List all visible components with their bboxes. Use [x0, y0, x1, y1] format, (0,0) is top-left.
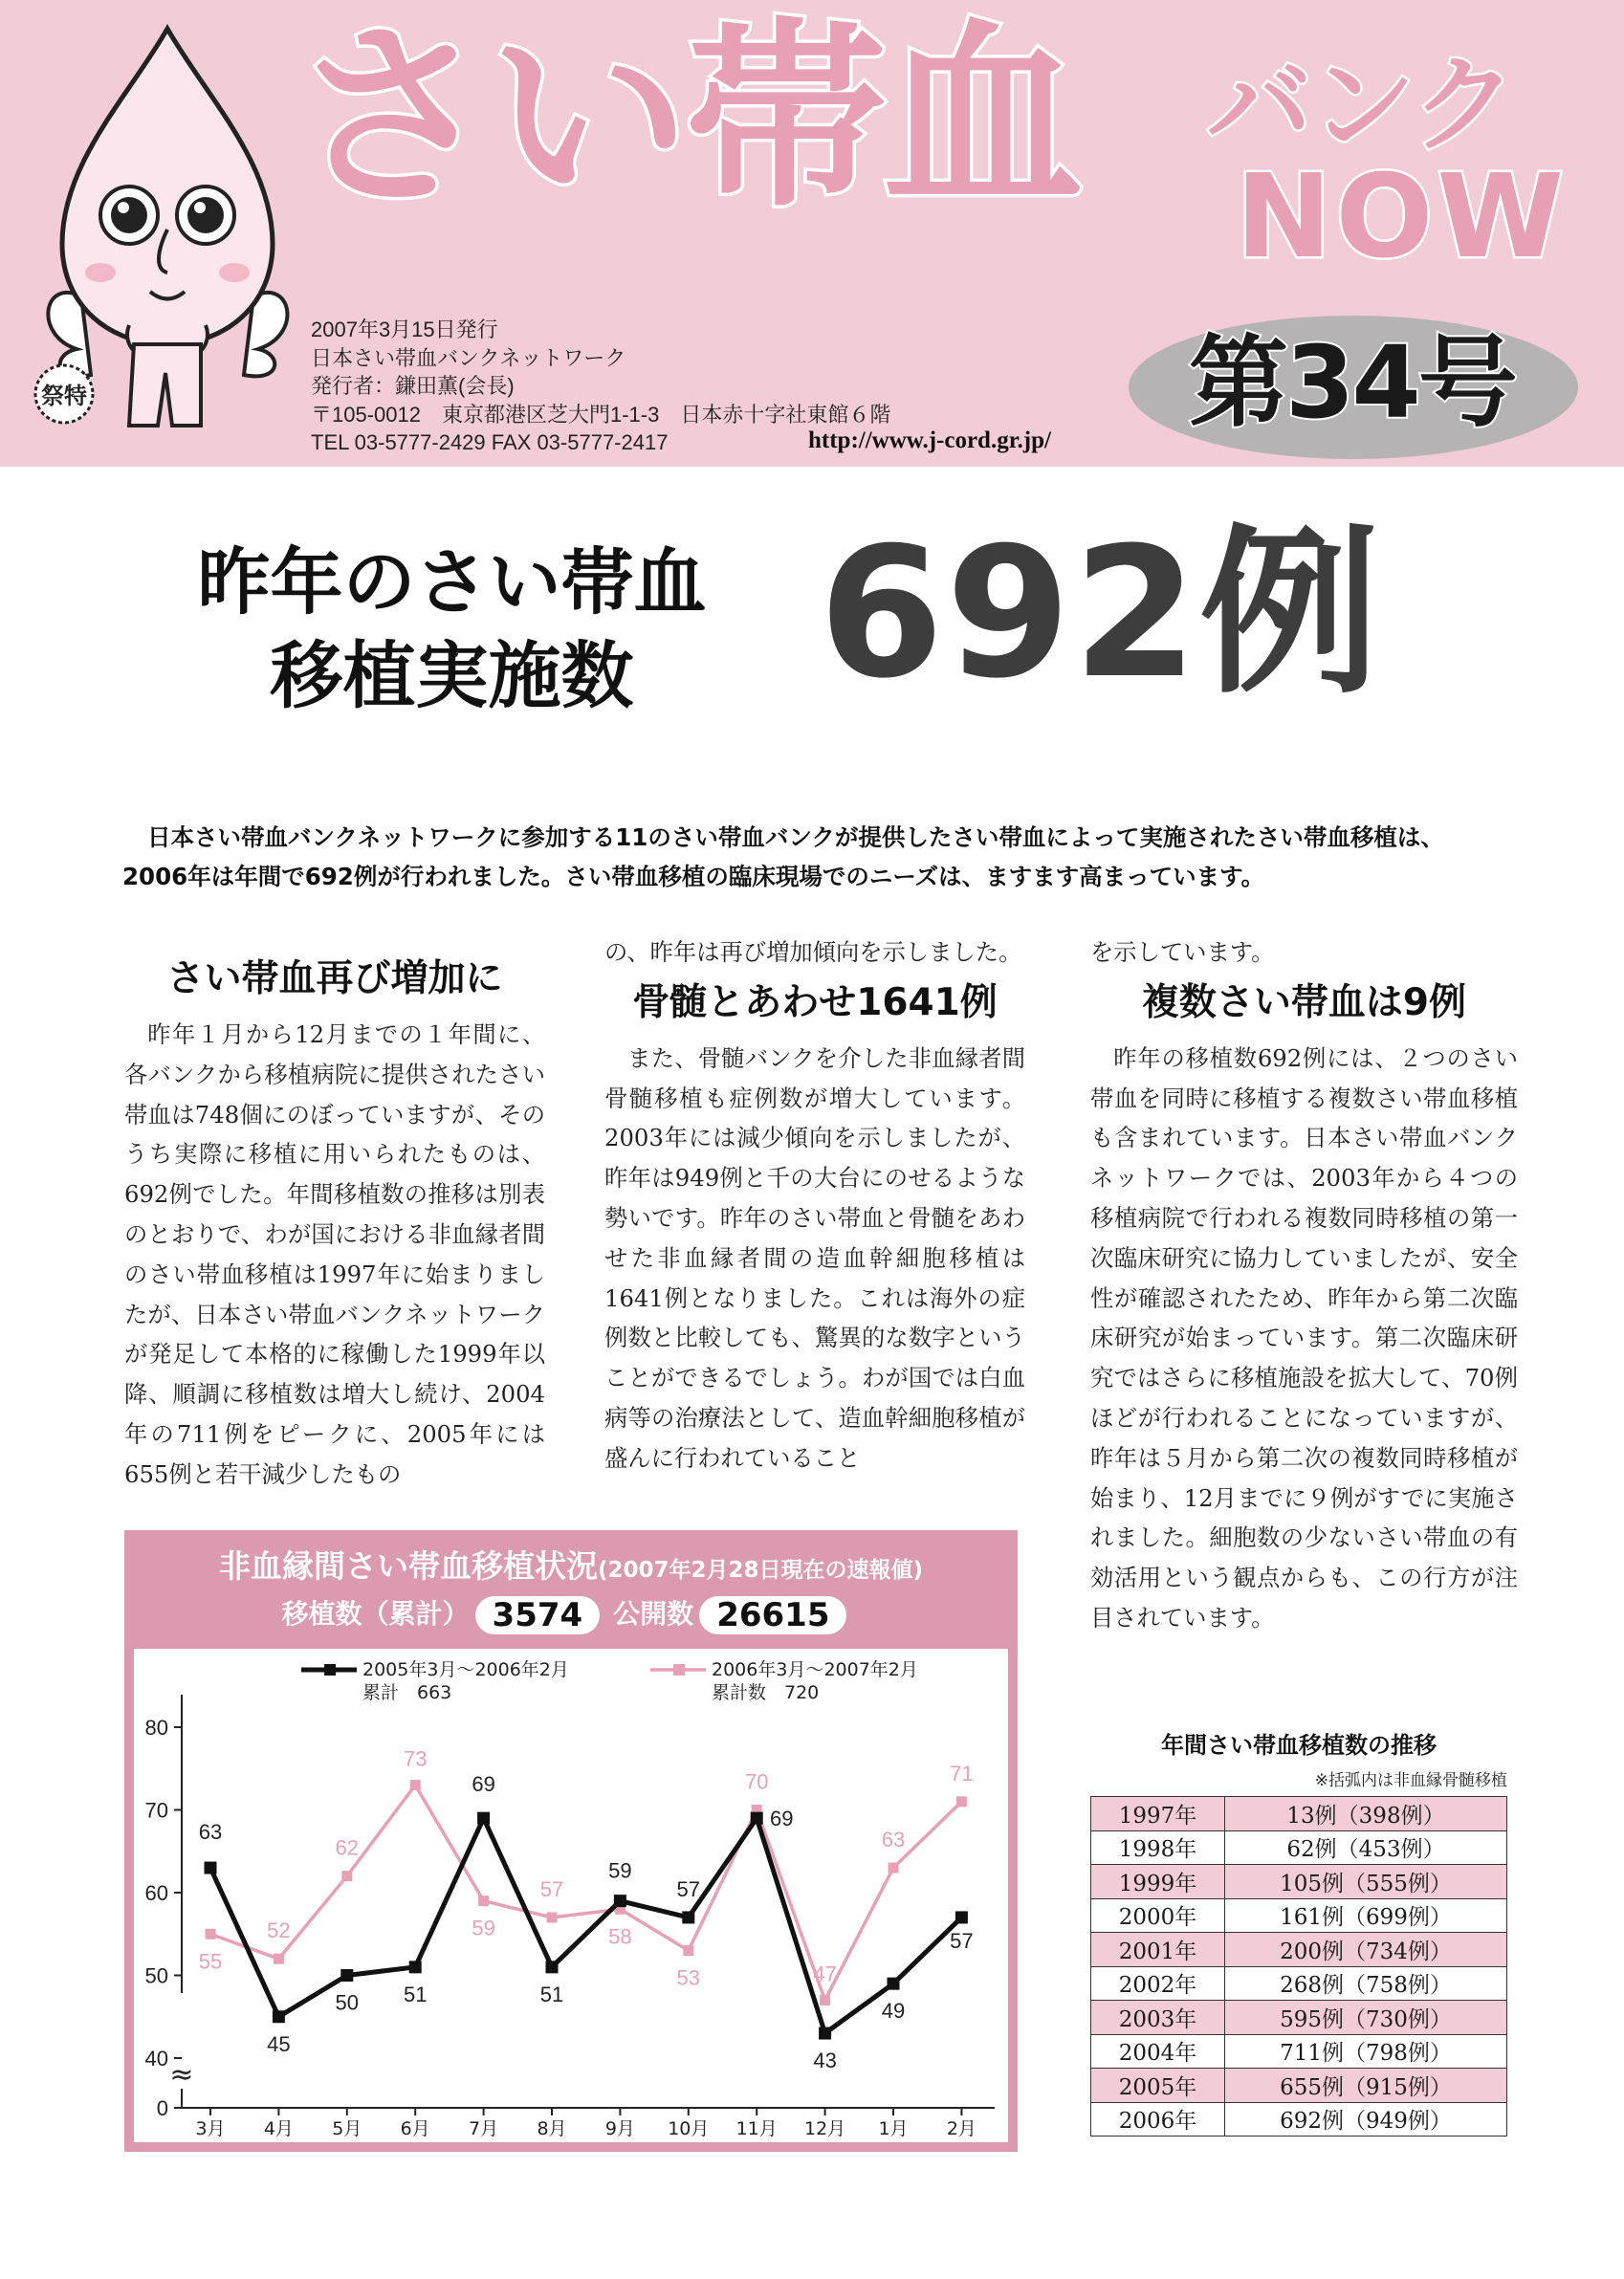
- data-value-label: 57: [950, 1928, 974, 1953]
- chart-stats: [124, 1593, 1018, 1634]
- table-cell-count: 692例（949例）: [1225, 2102, 1507, 2137]
- data-point-marker: [888, 1978, 900, 1990]
- data-value-label: 51: [403, 1982, 428, 2006]
- y-tick-label: 40: [144, 2047, 168, 2071]
- section-body-bone-marrow: また、骨髄バンクを介した非血縁者間骨髄移植も症例数が増大しています。2003年には減少傾向を示しましたが、昨年は949例と千の大台にのせるような勢いです。昨年のさい帯血と骨髄をあわせた非血縁者間の造血幹細胞移植は1641例となりました。これは海外の症例数と比較しても、驚異的な数字ということができるでしょう。わが国では白血病等の治療法として、造血幹細胞移植が盛んに行われていること: [604, 1043, 1025, 1472]
- data-value-label: 70: [744, 1769, 769, 1794]
- publish-date: 2007年3月15日発行: [311, 318, 498, 341]
- stat-transplants-value: 3574: [475, 1596, 601, 1634]
- stat-public-label: 公開数: [613, 1598, 694, 1630]
- x-tick-label: 10月: [668, 2118, 710, 2139]
- x-tick-label: 3月: [195, 2118, 226, 2139]
- table-cell-year: 2003年: [1091, 2001, 1225, 2035]
- data-value-label: 51: [539, 1982, 564, 2006]
- data-point-marker: [819, 2027, 831, 2040]
- newsletter-title-bank: バンク: [1207, 44, 1515, 166]
- data-value-label: 49: [881, 1999, 906, 2024]
- data-point-marker: [956, 1796, 967, 1807]
- table-cell-count: 161例（699例）: [1225, 1898, 1507, 1933]
- newsletter-title-now: NOW: [1236, 151, 1568, 284]
- legend-series-name: 2005年3月～2006年2月: [362, 1659, 569, 1680]
- table-cell-year: 1999年: [1091, 1865, 1225, 1899]
- x-tick-label: 8月: [537, 2118, 567, 2139]
- data-value-label: 69: [769, 1807, 794, 1831]
- data-value-label: 71: [950, 1761, 974, 1786]
- data-point-marker: [751, 1812, 763, 1825]
- data-value-label: 58: [608, 1924, 632, 1949]
- article-column-1: [124, 949, 545, 1495]
- table-row: [1091, 1797, 1507, 1831]
- section-body-increase: 昨年１月から12月までの１年間に、各バンクから移植病院に提供されたさい帯血は748個にのぼっていますが、そのうち実際に移植に用いられたものは、692例でした。年間移植数の推移は別表のとおりで、わが国における非血縁者間のさい帯血移植は1997年に始まりましたが、日本さい帯血バンクネットワークが発足して本格的に稼働した1999年以降、順調に移植数は増大し続け、2004年の711例をピークに、2005年には655例と若干減少したもの: [124, 1020, 545, 1488]
- data-point-marker: [409, 1961, 422, 1973]
- legend-series-total: 累計数 720: [712, 1682, 820, 1703]
- table-cell-count: 711例（798例）: [1225, 2034, 1507, 2069]
- headline-number: 692例: [819, 509, 1382, 718]
- y-tick-label: 80: [144, 1716, 168, 1740]
- data-value-label: 62: [335, 1835, 360, 1860]
- table-cell-count: 62例（453例）: [1225, 1830, 1507, 1865]
- table-row: [1091, 1830, 1507, 1865]
- masthead: [0, 0, 1624, 467]
- x-tick-label: 1月: [878, 2118, 909, 2139]
- publisher-phone: TEL 03-5777-2429 FAX 03-5777-2417: [311, 430, 669, 454]
- trend-table-title: 年間さい帯血移植数の推移: [1161, 1732, 1437, 1759]
- stat-transplants-label: 移植数（累計）: [281, 1598, 470, 1630]
- x-tick-label: 11月: [735, 2118, 778, 2139]
- axis-break-icon: ≈: [169, 2058, 194, 2092]
- publisher-person: 発行者：鎌田薫(会長): [311, 374, 515, 398]
- stat-public-value: 26615: [699, 1596, 846, 1634]
- data-value-label: 59: [608, 1858, 632, 1883]
- section-body-bone-marrow-continued: を示しています。: [1090, 938, 1275, 966]
- publisher-address: 〒105-0012 東京都港区芝大門1-1-3 日本赤十字社東館６階: [311, 402, 891, 427]
- section-body-multiple-cord: 昨年の移植数692例には、２つのさい帯血を同時に移植する複数さい帯血移植も含まれています。日本さい帯血バンクネットワークでは、2003年から４つの移植病院で行われる複数同時移植の第一次臨床研究に協力していましたが、安全性が確認されたため、昨年から第二次臨床研究が始まっています。第二次臨床研究ではさらに移植施設を拡大して、70例ほどが行われることになっていますが、昨年は５月から第二次の複数同時移植が始まり、12月までに９例がすでに実施されました。細胞数の少ないさい帯血の有効活用という観点からも、この行方が注目されています。: [1090, 1043, 1518, 1632]
- table-cell-count: 105例（555例）: [1225, 1865, 1507, 1899]
- table-cell-year: 2004年: [1091, 2034, 1225, 2069]
- y-tick-label: 60: [144, 1881, 168, 1905]
- data-point-marker: [955, 1911, 968, 1923]
- y-tick-label: 0: [156, 2096, 168, 2120]
- annual-transplant-table: [1090, 1796, 1507, 2137]
- article-column-3: [1090, 932, 1518, 1638]
- data-point-marker: [477, 1812, 490, 1825]
- website-link[interactable]: http://www.j-cord.gr.jp/: [808, 427, 1051, 453]
- data-point-marker: [205, 1862, 217, 1874]
- table-cell-year: 2000年: [1091, 1898, 1225, 1933]
- x-tick-label: 4月: [263, 2118, 294, 2139]
- section-heading-bone-marrow: 骨髄とあわせ1641例: [632, 980, 998, 1024]
- data-value-label: 55: [198, 1949, 223, 1974]
- data-value-label: 43: [813, 2049, 837, 2073]
- data-value-label: 57: [539, 1876, 564, 1901]
- data-point-marker: [340, 1969, 353, 1982]
- newsletter-title-main: さい帯血: [292, 0, 1081, 234]
- table-cell-count: 268例（758例）: [1225, 1966, 1507, 2001]
- series-line-fy2005: [210, 1818, 961, 2033]
- data-value-label: 69: [472, 1772, 495, 1797]
- table-cell-year: 2005年: [1091, 2069, 1225, 2103]
- table-cell-count: 13例（398例）: [1225, 1797, 1507, 1831]
- x-tick-label: 2月: [946, 2118, 977, 2139]
- data-point-marker: [341, 1871, 352, 1881]
- headline-line-1: 昨年のさい帯血: [197, 539, 707, 625]
- legend-marker: [673, 1664, 685, 1676]
- table-cell-year: 1998年: [1091, 1830, 1225, 1865]
- chart-title-note: (2007年2月28日現在の速報値): [597, 1558, 924, 1583]
- data-point-marker: [614, 1895, 626, 1907]
- table-row: [1091, 1933, 1507, 1967]
- data-point-marker: [889, 1863, 899, 1874]
- data-point-marker: [274, 1954, 284, 1964]
- section-body-increase-continued: の、昨年は再び増加傾向を示しました。: [604, 938, 1022, 966]
- transplant-status-chart-box: [124, 1530, 1018, 2152]
- x-tick-label: 12月: [804, 2118, 846, 2139]
- mascot-stamp-text: 祭特: [41, 382, 87, 409]
- table-row: [1091, 2034, 1507, 2069]
- data-point-marker: [546, 1961, 559, 1973]
- data-value-label: 53: [676, 1965, 701, 1990]
- monthly-transplant-line-chart: [134, 1649, 1008, 2142]
- issue-number: 第34号: [1189, 324, 1515, 441]
- data-value-label: 52: [267, 1918, 291, 1943]
- chart-title-text: 非血縁間さい帯血移植状況: [218, 1547, 598, 1585]
- chart-plot-area: [134, 1649, 1008, 2142]
- table-cell-count: 655例（915例）: [1225, 2069, 1507, 2103]
- legend-series-total: 累計 663: [362, 1682, 452, 1703]
- table-cell-year: 2001年: [1091, 1933, 1225, 1967]
- section-heading-multiple-cord: 複数さい帯血は9例: [1141, 980, 1467, 1024]
- table-row: [1091, 2102, 1507, 2137]
- table-cell-year: 2006年: [1091, 2102, 1225, 2137]
- data-point-marker: [682, 1911, 694, 1923]
- legend-series-name: 2006年3月～2007年2月: [712, 1659, 918, 1680]
- legend-marker: [324, 1664, 336, 1676]
- data-point-marker: [683, 1945, 693, 1956]
- data-point-marker: [478, 1896, 489, 1906]
- data-point-marker: [820, 1995, 830, 2005]
- table-row: [1091, 2069, 1507, 2103]
- data-value-label: 63: [198, 1820, 223, 1845]
- publication-info: [311, 316, 890, 457]
- publisher-org: 日本さい帯血バンクネットワーク: [311, 345, 626, 370]
- article-column-2: [604, 932, 1025, 1479]
- table-row: [1091, 2001, 1507, 2035]
- data-point-marker: [273, 2010, 285, 2023]
- series-line-fy2006: [210, 1786, 961, 2001]
- section-heading-increase: さい帯血再び増加に: [166, 957, 503, 1000]
- table-row: [1091, 1966, 1507, 2001]
- table-cell-year: 2002年: [1091, 1966, 1225, 2001]
- y-tick-label: 70: [144, 1798, 168, 1823]
- mascot-illustration: [24, 19, 311, 454]
- x-tick-label: 5月: [332, 2118, 362, 2139]
- data-value-label: 45: [267, 2031, 291, 2056]
- data-value-label: 50: [335, 1990, 360, 2015]
- data-point-marker: [547, 1912, 558, 1922]
- table-cell-count: 200例（734例）: [1225, 1933, 1507, 1967]
- table-cell-count: 595例（730例）: [1225, 2001, 1507, 2035]
- headline: [134, 536, 770, 723]
- x-tick-label: 9月: [604, 2118, 635, 2139]
- x-tick-label: 7月: [469, 2118, 499, 2139]
- data-value-label: 73: [403, 1746, 428, 1771]
- trend-table-note: ※括弧内は非血縁骨髄移植: [1314, 1771, 1507, 1790]
- chart-title: [124, 1542, 1018, 1587]
- lead-paragraph: 日本さい帯血バンクネットワークに参加する11のさい帯血バンクが提供したさい帯血によって実施されたさい帯血移植は、2006年は年間で692例が行われました。さい帯血移植の臨床現場でのニーズは、ますます高まっています。: [122, 823, 1444, 890]
- headline-line-2: 移植実施数: [270, 633, 634, 718]
- y-tick-label: 50: [144, 1963, 168, 1988]
- x-tick-label: 6月: [400, 2118, 430, 2139]
- data-value-label: 57: [676, 1876, 701, 1901]
- data-value-label: 47: [813, 1961, 837, 1986]
- data-point-marker: [206, 1929, 216, 1939]
- data-value-label: 63: [881, 1828, 906, 1852]
- table-row: [1091, 1898, 1507, 1933]
- table-row: [1091, 1865, 1507, 1899]
- data-value-label: 59: [472, 1916, 495, 1940]
- table-cell-year: 1997年: [1091, 1797, 1225, 1831]
- data-point-marker: [410, 1780, 421, 1790]
